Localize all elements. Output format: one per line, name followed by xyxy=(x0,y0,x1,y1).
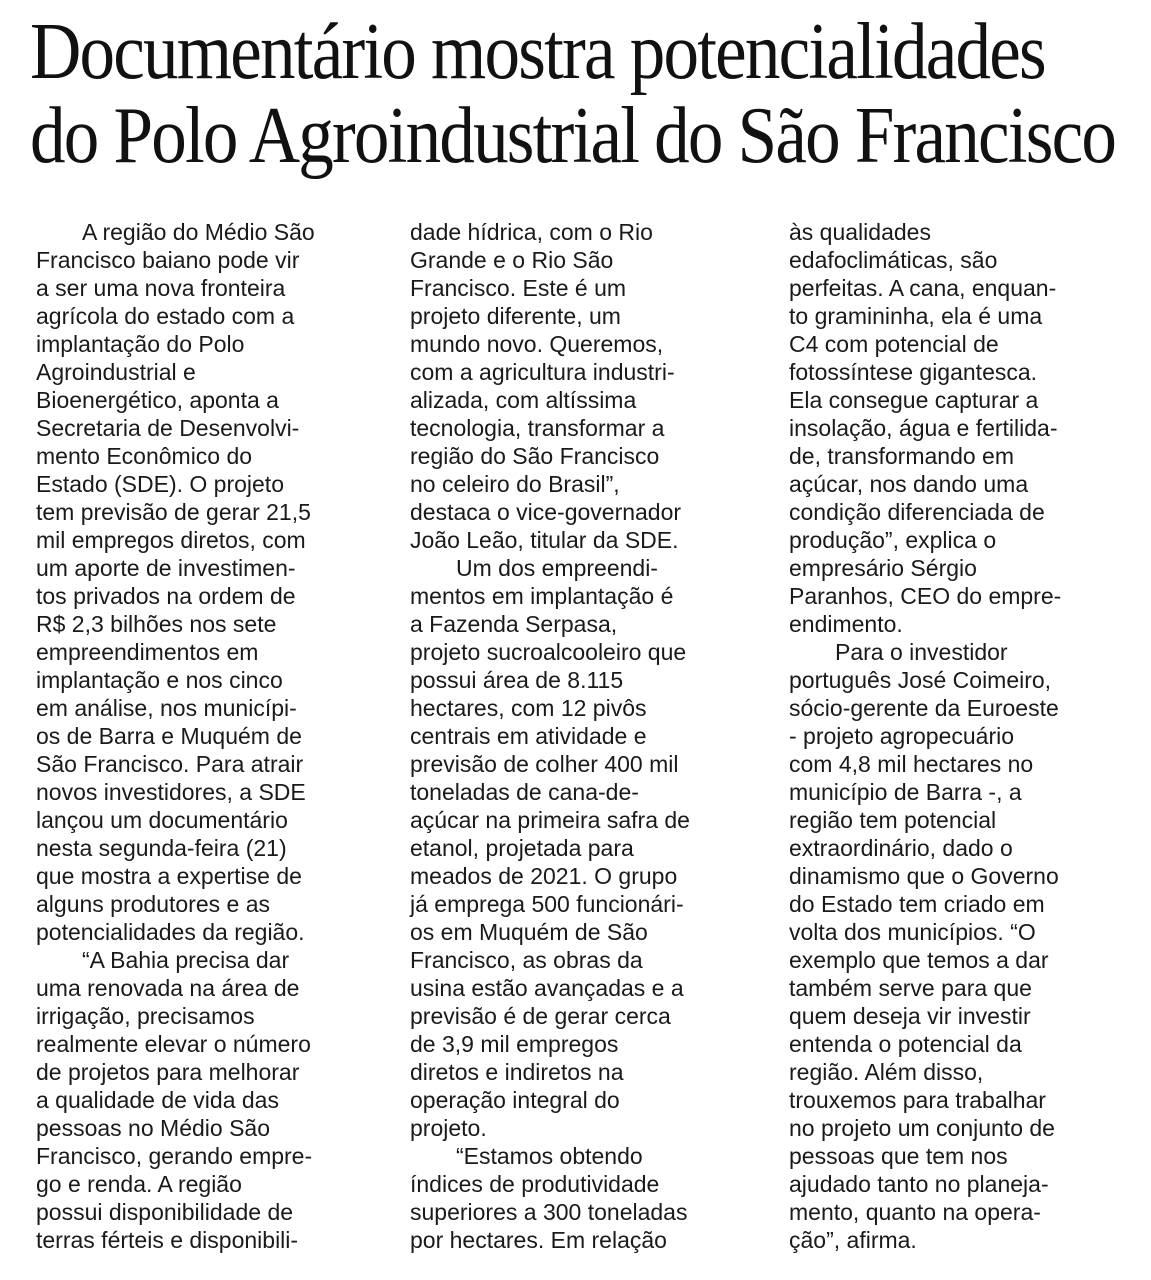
headline-line: Documentário mostra potencialidades xyxy=(30,8,1045,96)
text-line: João Leão, titular da SDE. xyxy=(410,527,679,553)
article-column-3 xyxy=(789,218,1129,1254)
text-line: lançou um documentário xyxy=(36,807,288,833)
text-line: Grande e o Rio São xyxy=(410,247,614,273)
text-line: Um dos empreendi- xyxy=(456,555,658,581)
text-line: dade hídrica, com o Rio xyxy=(410,219,653,245)
text-line: por hectares. Em relação xyxy=(410,1227,667,1253)
text-line: quem deseja vir investir xyxy=(789,1003,1031,1029)
text-line: go e renda. A região xyxy=(36,1171,242,1197)
text-line: centrais em atividade e xyxy=(410,723,647,749)
text-line: extraordinário, dado o xyxy=(789,835,1013,861)
text-line: implantação do Polo xyxy=(36,331,245,357)
text-line: volta dos municípios. “O xyxy=(789,919,1036,945)
text-line: implantação e nos cinco xyxy=(36,667,283,693)
text-line: Agroindustrial e xyxy=(36,359,196,385)
text-line: no celeiro do Brasil”, xyxy=(410,471,620,497)
text-line: tecnologia, transformar a xyxy=(410,415,665,441)
text-line: região do São Francisco xyxy=(410,443,660,469)
text-line: A região do Médio São xyxy=(82,219,315,245)
text-line: açúcar na primeira safra de xyxy=(410,807,690,833)
text-line: projeto sucroalcooleiro que xyxy=(410,639,687,665)
text-line: irrigação, precisamos xyxy=(36,1003,255,1029)
text-line: de 3,9 mil empregos xyxy=(410,1031,619,1057)
text-line: potencialidades da região. xyxy=(36,919,305,945)
text-line: endimento. xyxy=(789,611,903,637)
text-line: um aporte de investimen- xyxy=(36,555,296,581)
text-line: superiores a 300 toneladas xyxy=(410,1199,688,1225)
article-column-2 xyxy=(410,218,750,1254)
text-line: ajudado tanto no planeja- xyxy=(789,1171,1049,1197)
text-line: tem previsão de gerar 21,5 xyxy=(36,499,311,525)
text-line: diretos e indiretos na xyxy=(410,1059,624,1085)
text-line: índices de produtividade xyxy=(410,1171,660,1197)
text-line: de projetos para melhorar xyxy=(36,1059,300,1085)
text-line: agrícola do estado com a xyxy=(36,303,295,329)
text-line: já emprega 500 funcionári- xyxy=(410,891,684,917)
text-line: também serve para que xyxy=(789,975,1032,1001)
text-line: do Estado tem criado em xyxy=(789,891,1045,917)
text-line: às qualidades xyxy=(789,219,931,245)
text-line: pessoas que tem nos xyxy=(789,1143,1008,1169)
text-line: Ela consegue capturar a xyxy=(789,387,1039,413)
text-line: toneladas de cana-de- xyxy=(410,779,639,805)
text-line: condição diferenciada de xyxy=(789,499,1045,525)
text-line: Paranhos, CEO do empre- xyxy=(789,583,1062,609)
text-line: edafoclimáticas, são xyxy=(789,247,998,273)
text-line: exemplo que temos a dar xyxy=(789,947,1049,973)
text-line: previsão de colher 400 mil xyxy=(410,751,679,777)
text-line: alguns produtores e as xyxy=(36,891,270,917)
text-line: Francisco, as obras da xyxy=(410,947,643,973)
text-line: Francisco baiano pode vir xyxy=(36,247,300,273)
text-line: “Estamos obtendo xyxy=(456,1143,643,1169)
text-line: trouxemos para trabalhar xyxy=(789,1087,1046,1113)
text-line: dinamismo que o Governo xyxy=(789,863,1059,889)
text-line: Francisco. Este é um xyxy=(410,275,627,301)
text-line: mundo novo. Queremos, xyxy=(410,331,664,357)
text-line: mento, quanto na opera- xyxy=(789,1199,1041,1225)
text-line: operação integral do xyxy=(410,1087,620,1113)
text-line: os de Barra e Muquém de xyxy=(36,723,302,749)
text-line: em análise, nos municípi- xyxy=(36,695,297,721)
text-line: açúcar, nos dando uma xyxy=(789,471,1029,497)
text-line: os em Muquém de São xyxy=(410,919,648,945)
text-line: português José Coimeiro, xyxy=(789,667,1052,693)
text-line: de, transformando em xyxy=(789,443,1015,469)
text-line: C4 com potencial de xyxy=(789,331,999,357)
text-line: a Fazenda Serpasa, xyxy=(410,611,618,637)
text-line: sócio-gerente da Euroeste xyxy=(789,695,1059,721)
text-line: a ser uma nova fronteira xyxy=(36,275,286,301)
text-line: com a agricultura industri- xyxy=(410,359,675,385)
text-line: nesta segunda-feira (21) xyxy=(36,835,287,861)
text-line: Bioenergético, aponta a xyxy=(36,387,279,413)
text-line: previsão é de gerar cerca xyxy=(410,1003,671,1029)
text-line: Estado (SDE). O projeto xyxy=(36,471,284,497)
text-line: destaca o vice-governador xyxy=(410,499,682,525)
text-line: tos privados na ordem de xyxy=(36,583,296,609)
text-line: projeto. xyxy=(410,1115,487,1141)
text-line: perfeitas. A cana, enquan- xyxy=(789,275,1057,301)
text-line: possui área de 8.115 xyxy=(410,667,624,693)
text-line: ção”, afirma. xyxy=(789,1227,917,1253)
text-line: novos investidores, a SDE xyxy=(36,779,306,805)
text-line: mil empregos diretos, com xyxy=(36,527,306,553)
text-line: terras férteis e disponibili- xyxy=(36,1227,299,1253)
text-line: projeto diferente, um xyxy=(410,303,621,329)
text-line: Francisco, gerando empre- xyxy=(36,1143,313,1169)
text-line: pessoas no Médio São xyxy=(36,1115,270,1141)
text-line: meados de 2021. O grupo xyxy=(410,863,678,889)
text-line: Para o investidor xyxy=(835,639,1008,665)
text-line: com 4,8 mil hectares no xyxy=(789,751,1034,777)
text-line: fotossíntese gigantesca. xyxy=(789,359,1038,385)
text-line: etanol, projetada para xyxy=(410,835,634,861)
text-line: possui disponibilidade de xyxy=(36,1199,294,1225)
text-line: a qualidade de vida das xyxy=(36,1087,279,1113)
text-line: região tem potencial xyxy=(789,807,997,833)
text-line: que mostra a expertise de xyxy=(36,863,302,889)
text-line: usina estão avançadas e a xyxy=(410,975,684,1001)
text-line: empreendimentos em xyxy=(36,639,259,665)
text-line: alizada, com altíssima xyxy=(410,387,637,413)
text-line: hectares, com 12 pivôs xyxy=(410,695,647,721)
text-line: empresário Sérgio xyxy=(789,555,977,581)
text-line: mento Econômico do xyxy=(36,443,253,469)
text-line: “A Bahia precisa dar xyxy=(82,947,290,973)
text-line: município de Barra -, a xyxy=(789,779,1022,805)
text-line: R$ 2,3 bilhões nos sete xyxy=(36,611,277,637)
text-line: uma renovada na área de xyxy=(36,975,300,1001)
text-line: produção”, explica o xyxy=(789,527,997,553)
text-line: no projeto um conjunto de xyxy=(789,1115,1055,1141)
text-line: região. Além disso, xyxy=(789,1059,984,1085)
text-line: - projeto agropecuário xyxy=(789,723,1015,749)
text-line: mentos em implantação é xyxy=(410,583,674,609)
article-column-1 xyxy=(36,218,368,1254)
text-line: insolação, água e fertilida- xyxy=(789,415,1058,441)
headline-line: do Polo Agroindustrial do São Francisco xyxy=(30,92,1116,180)
article-headline xyxy=(30,8,1116,180)
text-line: realmente elevar o número xyxy=(36,1031,311,1057)
text-line: São Francisco. Para atrair xyxy=(36,751,304,777)
text-line: to gramininha, ela é uma xyxy=(789,303,1043,329)
text-line: Secretaria de Desenvolvi- xyxy=(36,415,300,441)
text-line: entenda o potencial da xyxy=(789,1031,1022,1057)
